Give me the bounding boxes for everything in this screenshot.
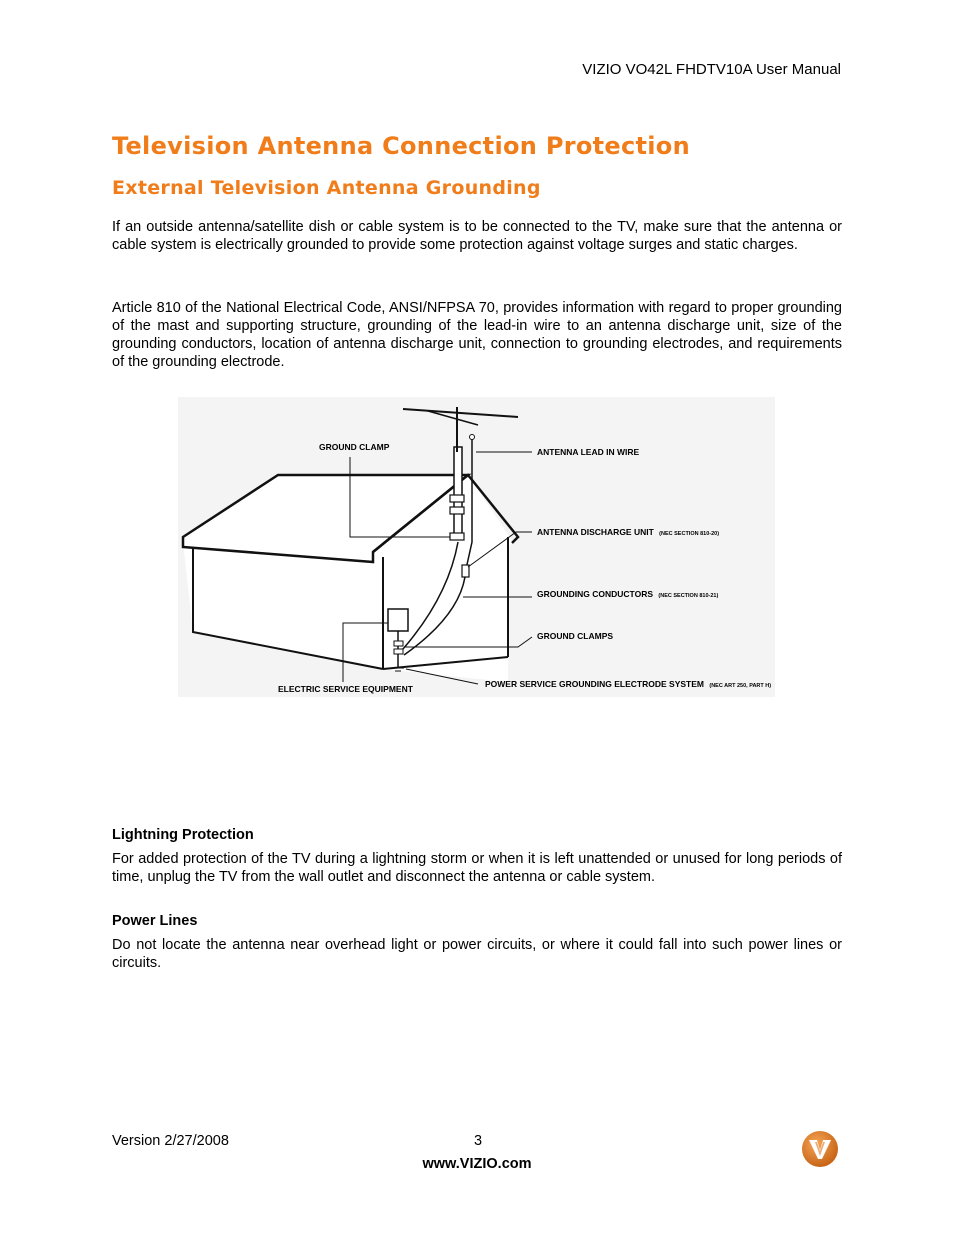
power-lines-heading: Power Lines bbox=[112, 913, 198, 929]
label-discharge-unit-ref: (NEC SECTION 810-20) bbox=[659, 531, 720, 537]
lightning-text: For added protection of the TV during a lightning storm or when it is left unattended or unused for long periods of time, unplug the TV from the wall outlet and disconnect the antenna or cable system. bbox=[112, 851, 842, 885]
ground-clamp-lower-1 bbox=[394, 641, 403, 646]
mast-clamp-1 bbox=[450, 495, 464, 502]
section-subtitle: External Television Antenna Grounding bbox=[112, 177, 541, 199]
diagram-svg bbox=[178, 397, 775, 697]
label-ground-clamp: GROUND CLAMP bbox=[319, 442, 390, 452]
logo-circle bbox=[802, 1131, 838, 1167]
label-grounding-conductors-ref: (NEC SECTION 810-21) bbox=[658, 593, 719, 599]
section-title: Television Antenna Connection Protection bbox=[112, 132, 690, 160]
ground-clamp-lower-2 bbox=[394, 649, 403, 654]
label-electric-service: ELECTRIC SERVICE EQUIPMENT bbox=[278, 684, 413, 694]
label-power-service-text: POWER SERVICE GROUNDING ELECTRODE SYSTEM bbox=[485, 679, 704, 689]
label-grounding-conductors-text: GROUNDING CONDUCTORS bbox=[537, 589, 654, 599]
paragraph-grounding-intro: If an outside antenna/satellite dish or cable system is to be connected to the TV, make sure that the antenna or cable system is electrically grounded to provide some protection against voltage surges and static charges. bbox=[112, 219, 842, 253]
label-ground-clamps: GROUND CLAMPS bbox=[537, 631, 614, 641]
antenna-mast bbox=[454, 447, 462, 539]
logo-svg bbox=[801, 1130, 839, 1168]
lightning-heading: Lightning Protection bbox=[112, 827, 254, 843]
lead-in-insulator bbox=[470, 435, 475, 440]
label-discharge-unit-text: ANTENNA DISCHARGE UNIT bbox=[537, 527, 654, 537]
label-power-service-ref: (NEC ART 250, PART H) bbox=[709, 683, 772, 689]
mast-clamp-3 bbox=[450, 533, 464, 540]
header-title: VIZIO VO42L FHDTV10A User Manual bbox=[582, 61, 841, 78]
antenna-grounding-diagram bbox=[178, 397, 775, 697]
paragraph-article-810: Article 810 of the National Electrical Code, ANSI/NFPSA 70, provides information with regard to proper grounding of the mast and supporting structure, grounding of the lead-in wire to an antenna discharge unit, size of the grounding conductors, location of antenna discharge unit, connection to grounding electrodes, and requirements of the grounding electrode. bbox=[112, 300, 842, 370]
mast-clamp-2 bbox=[450, 507, 464, 514]
vizio-v-logo-icon bbox=[801, 1130, 839, 1168]
label-antenna-lead: ANTENNA LEAD IN WIRE bbox=[537, 447, 640, 457]
page-number: 3 bbox=[474, 1133, 483, 1149]
power-lines-text: Do not locate the antenna near overhead light or power circuits, or where it could fall into such power lines or circuits. bbox=[112, 937, 842, 971]
footer-version: Version 2/27/2008 bbox=[112, 1133, 229, 1149]
footer-url: www.VIZIO.com bbox=[422, 1156, 532, 1172]
electric-service-box bbox=[388, 609, 408, 631]
